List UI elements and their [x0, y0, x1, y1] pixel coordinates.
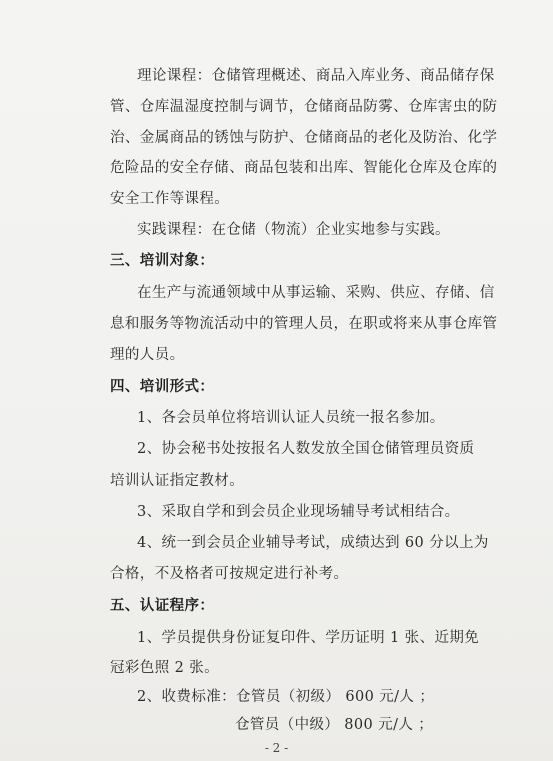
paragraph-line: 冠彩色照 2 张。: [110, 660, 220, 676]
paragraph-line: 合格，不及格者可按规定进行补考。: [110, 566, 349, 582]
page-number: - 2 -: [264, 741, 289, 755]
paragraph-line: 理的人员。: [110, 347, 185, 363]
paragraph-line: 2、协会秘书处按报名人数发放全国仓储管理员资质: [137, 441, 475, 457]
section-heading: 五、认证程序：: [110, 597, 215, 614]
paragraph-line: 1、学员提供身份证复印件、学历证明 1 张、近期免: [137, 630, 480, 646]
paragraph-line: 理论课程：仓储管理概述、商品入库业务、商品储存保: [137, 68, 495, 84]
paragraph-line: 实践课程：在仓储（物流）企业实地参与实践。: [137, 222, 450, 238]
paragraph-line: 息和服务等物流活动中的管理人员，在职或将来从事仓库管: [110, 316, 498, 332]
paragraph-line: 培训认证指定教材。: [110, 473, 245, 489]
section-heading: 四、培训形式：: [110, 378, 215, 395]
paragraph-line: 管、仓库温湿度控制与调节，仓储商品防雾、仓库害虫的防: [110, 99, 498, 115]
paragraph-line: 4、统一到会员企业辅导考试，成绩达到 60 分以上为: [137, 535, 489, 551]
paragraph-line: 安全工作等课程。: [110, 191, 230, 207]
paragraph-line: 治、金属商品的锈蚀与防护、仓储商品的老化及防治、化学: [110, 130, 498, 146]
paragraph-line: 1、各会员单位将培训认证人员统一报名参加。: [137, 410, 445, 426]
paragraph-line: 仓管员（中级） 800 元/人 ；: [235, 717, 434, 733]
paragraph-line: 在生产与流通领域中从事运输、采购、供应、存储、信: [137, 285, 495, 301]
paragraph-line: 2、收费标准：仓管员（初级） 600 元/人 ；: [137, 689, 435, 705]
paragraph-line: 危险品的安全存储、商品包装和出库、智能化仓库及仓库的: [110, 160, 498, 176]
section-heading: 三、培训对象：: [110, 252, 215, 269]
paragraph-line: 3、采取自学和到会员企业现场辅导考试相结合。: [137, 504, 460, 520]
